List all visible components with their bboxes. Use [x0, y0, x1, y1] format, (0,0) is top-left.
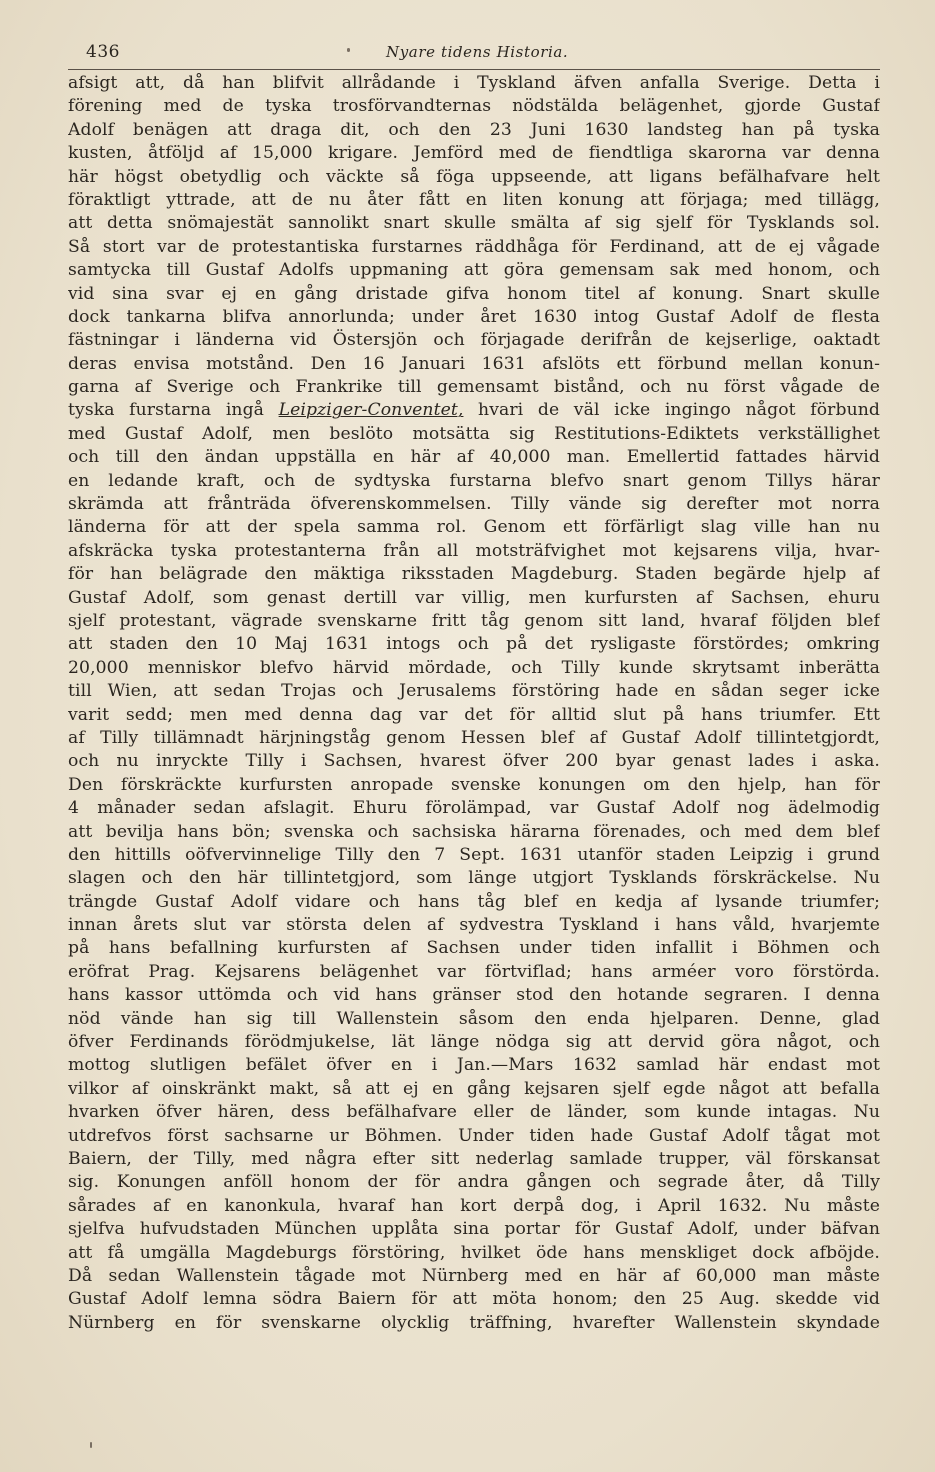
text-line-emphasis — [68, 399, 880, 422]
text-line: dock tankarna blifva annorlunda; under året 1630 intog Gustaf Adolf de flesta — [68, 306, 880, 327]
text-line: innan årets slut var största delen af sydvestra Tyskland i hans våld, hvarjemte — [68, 915, 880, 936]
running-title: Nyare tidens Historia. — [386, 43, 569, 61]
text-line: utdrefvos först sachsarne ur Böhmen. Under tiden hade Gustaf Adolf tågat mot — [68, 1125, 880, 1146]
text-line: Så stort var de protestantiska furstarnes räddhåga för Ferdinand, att de ej vågade — [68, 236, 880, 257]
text-line: med Gustaf Adolf, men beslöto motsätta sig Restitutions-Ediktets verkställighet — [68, 423, 880, 444]
text-line: deras envisa motstånd. Den 16 Januari 1631 afslöts ett förbund mellan konun- — [68, 353, 880, 374]
text-line: 4 månader sedan afslagit. Ehuru förolämpad, var Gustaf Adolf nog ädelmodig — [68, 798, 880, 819]
text-line: afskräcka tyska protestanterna från all motsträfvighet mot kejsarens vilja, hvar- — [68, 540, 880, 561]
text-line: Då sedan Wallenstein tågade mot Nürnberg med en här af 60,000 man måste — [68, 1265, 880, 1286]
text-line: här högst obetydlig och väckte så föga uppseende, att ligans befälhafvare helt — [68, 166, 880, 187]
header-rule — [68, 69, 880, 70]
text-segment: tyska furstarna ingå — [68, 400, 279, 421]
page-header — [68, 38, 880, 66]
text-line: varit sedd; men med denna dag var det för alltid slut på hans triumfer. Ett — [68, 704, 880, 725]
text-line: nöd vände han sig till Wallenstein såsom den enda hjelparen. Denne, glad — [68, 1008, 880, 1029]
text-line: Gustaf Adolf, som genast dertill var villig, men kurfursten af Sachsen, ehuru — [68, 587, 880, 608]
text-line: kusten, åtföljd af 15,000 krigare. Jemförd med de fiendtliga skarorna var denna — [68, 143, 880, 164]
text-line: slagen och den här tillintetgjord, som länge utgjort Tysklands förskräckelse. Nu — [68, 868, 880, 889]
ink-speck — [347, 48, 350, 52]
text-line: trängde Gustaf Adolf vidare och hans tåg blef en kedja af lysande triumfer; — [68, 891, 880, 912]
text-line: skrämda att frånträda öfverenskommelsen. Tilly vände sig derefter mot norra — [68, 494, 880, 515]
body-text — [68, 72, 880, 1335]
text-line: af Tilly tillämnadt härjningståg genom Hessen blef af Gustaf Adolf tillintetgjordt, — [68, 727, 880, 748]
text-line: 20,000 menniskor blefvo härvid mördade, och Tilly kunde skrytsamt inberätta — [68, 657, 880, 678]
text-segment: hvari de väl icke ingingo något förbund — [463, 400, 880, 421]
text-line: förening med de tyska trosförvandternas nödstälda belägenhet, gjorde Gustaf — [68, 96, 880, 117]
text-line: öfver Ferdinands förödmjukelse, lät länge nödga sig att dervid göra något, och — [68, 1032, 880, 1053]
text-line: hans kassor uttömda och vid hans gränser stod den hotande segraren. I denna — [68, 985, 880, 1006]
text-line: garna af Sverige och Frankrike till gemensamt bistånd, och nu först vågade de — [68, 377, 880, 398]
text-line: föraktligt yttrade, att de nu åter fått en liten konung att förjaga; med tillägg, — [68, 189, 880, 210]
text-line: Gustaf Adolf lemna södra Baiern för att möta honom; den 25 Aug. skedde vid — [68, 1289, 880, 1310]
text-line: på hans befallning kurfursten af Sachsen under tiden infallit i Böhmen och — [68, 938, 880, 959]
page-number: 436 — [86, 42, 120, 62]
text-line: sig. Konungen anföll honom der för andra gången och segrade åter, då Tilly — [68, 1172, 880, 1193]
text-line: att få umgälla Magdeburgs förstöring, hvilket öde hans menskliget dock afböjde. — [68, 1242, 880, 1263]
text-line: att staden den 10 Maj 1631 intogs och på det rysligaste förstördes; omkring — [68, 634, 880, 655]
text-line: hvarken öfver hären, dess befälhafvare eller de länder, som kunde intagas. Nu — [68, 1102, 880, 1123]
text-line: sjelfva hufvudstaden München upplåta sina portar för Gustaf Adolf, under bäfvan — [68, 1219, 880, 1240]
italic-term: Leipziger-Conventet, — [278, 400, 464, 421]
ink-speck — [90, 1442, 92, 1448]
text-line: afsigt att, då han blifvit allrådande i Tyskland äfven anfalla Sverige. Detta i — [68, 73, 880, 93]
text-line: fästningar i länderna vid Östersjön och förjagade derifrån de kejserlige, oaktadt — [68, 330, 880, 351]
text-line: den hittills oöfvervinnelige Tilly den 7 Sept. 1631 utanför staden Leipzig i grund — [68, 844, 880, 865]
text-line: till Wien, att sedan Trojas och Jerusalems förstöring hade en sådan seger icke — [68, 681, 880, 702]
text-line: en ledande kraft, och de sydtyska furstarna blefvo snart genom Tillys härar — [68, 470, 880, 491]
text-line: Den förskräckte kurfursten anropade svenske konungen om den hjelp, han för — [68, 774, 880, 795]
text-line: Baiern, der Tilly, med några efter sitt nederlag samlade trupper, väl förskansat — [68, 1148, 880, 1169]
text-line: att bevilja hans bön; svenska och sachsiska härarna förenades, och med dem blef — [68, 821, 880, 842]
text-line: mottog slutligen befälet öfver en i Jan.—Mars 1632 samlad här endast mot — [68, 1055, 880, 1076]
text-line: och nu inryckte Tilly i Sachsen, hvarest öfver 200 byar genast lades i aska. — [68, 751, 880, 772]
text-line: sjelf protestant, vägrade svenskarne fritt tåg genom sitt land, hvaraf följden blef — [68, 610, 880, 631]
text-line: vilkor af oinskränkt makt, så att ej en gång kejsaren sjelf egde något att befalla — [68, 1078, 880, 1099]
text-line: Nürnberg en för svenskarne olycklig träffning, hvarefter Wallenstein skyndade — [68, 1312, 880, 1333]
text-line: sårades af en kanonkula, hvaraf han kort derpå dog, i April 1632. Nu måste — [68, 1195, 880, 1216]
text-line: och till den ändan uppställa en här af 40,000 man. Emellertid fattades härvid — [68, 447, 880, 468]
text-line: att detta snömajestät sannolikt snart skulle smälta af sig sjelf för Tysklands sol. — [68, 213, 880, 234]
text-line: vid sina svar ej en gång dristade gifva honom titel af konung. Snart skulle — [68, 283, 880, 304]
text-line: för han belägrade den mäktiga riksstaden Magdeburg. Staden begärde hjelp af — [68, 564, 880, 585]
text-line: samtycka till Gustaf Adolfs uppmaning att göra gemensam sak med honom, och — [68, 260, 880, 281]
text-line: Adolf benägen att draga dit, och den 23 Juni 1630 landsteg han på tyska — [68, 119, 880, 140]
text-line: länderna för att der spela samma rol. Genom ett förfärligt slag ville han nu — [68, 517, 880, 538]
text-line: eröfrat Prag. Kejsarens belägenhet var förtviflad; hans arméer voro förstörda. — [68, 961, 880, 982]
